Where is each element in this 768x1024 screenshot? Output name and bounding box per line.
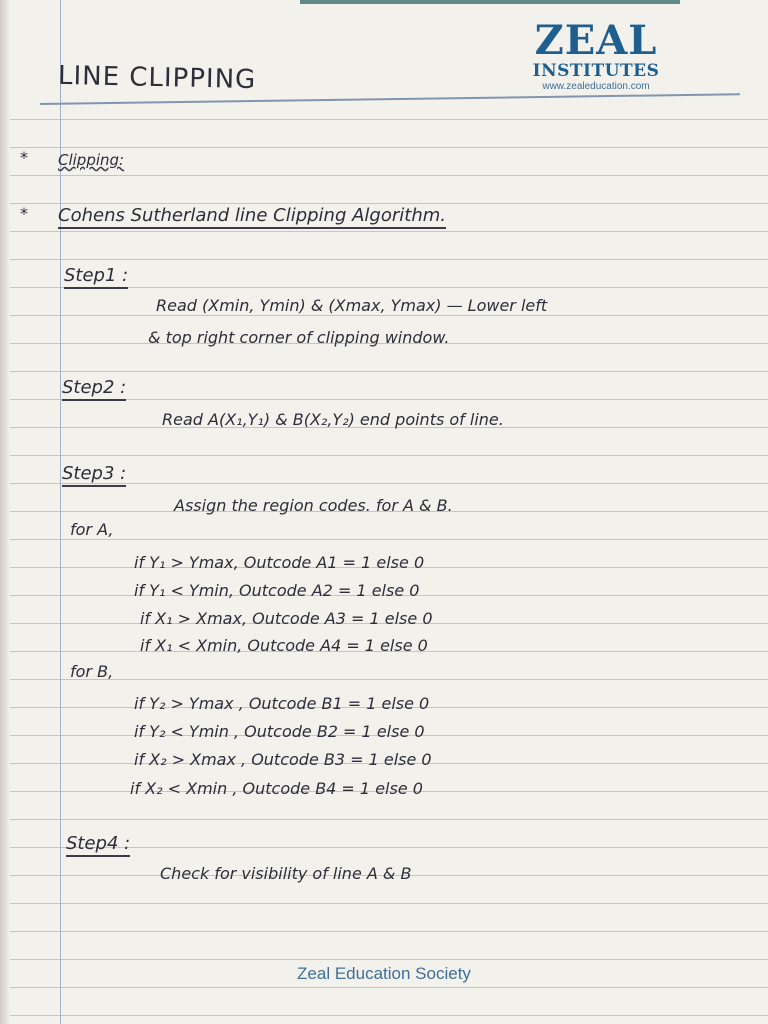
step1-line1: Read (Xmin, Ymin) & (Xmax, Ymax) — Lower left [156, 296, 548, 315]
b-condition-1: if Y₂ > Ymax , Outcode B1 = 1 else 0 [134, 694, 430, 713]
step2-label-text: Step2 : [62, 377, 126, 401]
clipping-heading [58, 150, 124, 170]
footer-society-name: Zeal Education Society [297, 964, 471, 983]
a-condition-3: if X₁ > Xmax, Outcode A3 = 1 else 0 [140, 609, 433, 628]
step1-line2: & top right corner of clipping window. [148, 328, 450, 347]
for-b-label: for B, [70, 662, 114, 681]
step4-label [66, 834, 130, 854]
algorithm-heading-text: Cohens Sutherland line Clipping Algorithm. [58, 205, 446, 229]
a-condition-2: if Y₁ < Ymin, Outcode A2 = 1 else 0 [134, 581, 420, 600]
step2-label [62, 378, 126, 398]
algorithm-bullet: * [20, 204, 28, 223]
logo-name: ZEAL [534, 17, 658, 64]
logo-url: www.zealeducation.com [542, 81, 650, 92]
b-condition-4: if X₂ < Xmin , Outcode B4 = 1 else 0 [130, 779, 423, 798]
step1-label-text: Step1 : [64, 265, 128, 289]
title-rule [40, 93, 740, 105]
clipping-heading-text: Clipping: [58, 151, 125, 169]
b-condition-2: if Y₂ < Ymin , Outcode B2 = 1 else 0 [134, 722, 425, 741]
step2-line1: Read A(X₁,Y₁) & B(X₂,Y₂) end points of line. [162, 410, 504, 429]
a-condition-4: if X₁ < Xmin, Outcode A4 = 1 else 0 [140, 636, 428, 655]
page-title: LINE CLIPPING [57, 60, 257, 96]
clipping-bullet: * [20, 148, 28, 167]
step4-label-text: Step4 : [66, 833, 130, 857]
step3-label-text: Step3 : [62, 463, 126, 487]
step4-line1: Check for visibility of line A & B [160, 864, 412, 883]
step3-line1: Assign the region codes. for A & B. [174, 496, 453, 515]
logo-subtitle: INSTITUTES [532, 61, 660, 81]
a-condition-1: if Y₁ > Ymax, Outcode A1 = 1 else 0 [134, 553, 425, 572]
page-top-edge [300, 0, 680, 4]
zeal-logo [516, 17, 676, 93]
page-binding-shadow [0, 0, 10, 1024]
algorithm-heading [58, 206, 446, 226]
b-condition-3: if X₂ > Xmax , Outcode B3 = 1 else 0 [134, 750, 432, 769]
step3-label [62, 464, 126, 484]
step1-label [64, 266, 128, 286]
for-a-label: for A, [70, 520, 114, 539]
